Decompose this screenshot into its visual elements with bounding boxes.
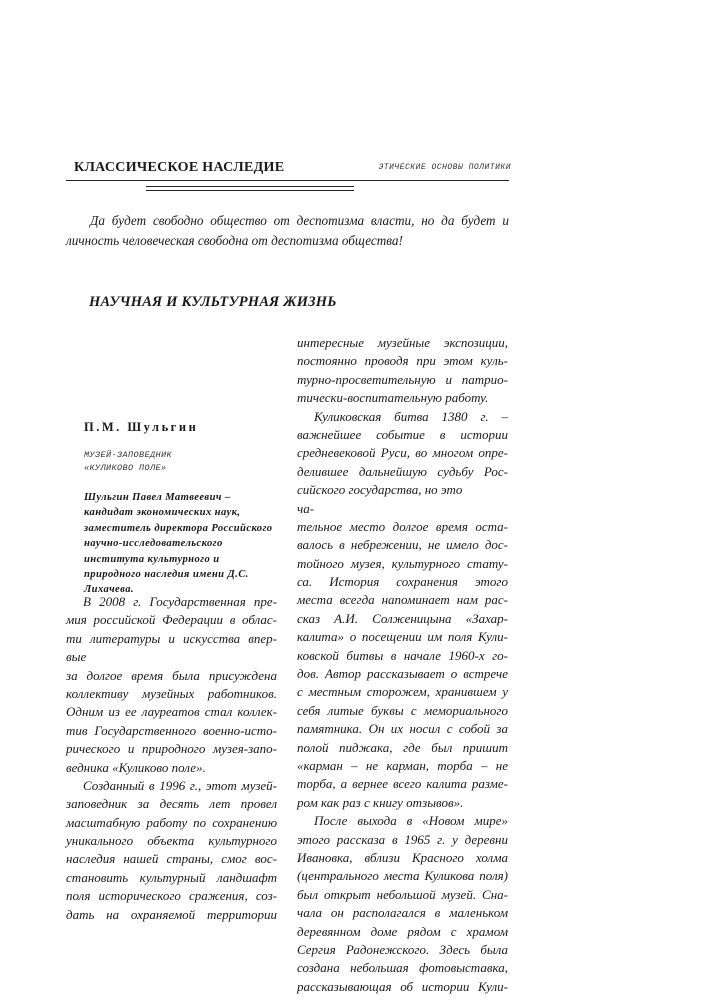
text-line: ковской битвы в начале 1960-х го- [297, 647, 508, 663]
text-line: ведника «Куликово поле». [66, 759, 206, 775]
text-line: уникального объекта культурного [66, 833, 277, 849]
text-line: сказ А.И. Солженицына «Захар- [297, 610, 508, 626]
header-rule [66, 180, 509, 181]
text-line: чала он располагался в маленьком [297, 905, 508, 921]
text-line: мия российской Федерации в облас- [66, 612, 277, 628]
text-line: «карман – не карман, торба – не [297, 757, 508, 773]
text-line: тически-воспитательную работу. [297, 390, 489, 406]
text-line: ча- [297, 500, 315, 516]
text-line: рассказывающая об истории Кули- [297, 978, 508, 994]
affiliation-line: «КУЛИКОВО ПОЛЕ» [84, 463, 167, 473]
section-title: НАУЧНАЯ И КУЛЬТУРНАЯ ЖИЗНЬ [89, 294, 337, 310]
text-line: рического и природного музея-запо- [66, 741, 277, 757]
text-line: валось в небрежении, не имело дос- [297, 537, 508, 553]
double-rule-top [146, 186, 354, 187]
text-line: дов. Автор рассказывает о встрече [297, 666, 508, 682]
text-line: масштабную работу по сохранению [66, 814, 277, 830]
text-line: постоянно проводя при этом куль- [297, 353, 508, 369]
text-line: сийского государства, но это [297, 482, 463, 498]
affiliation-line: МУЗЕЙ-ЗАПОВЕДНИК [84, 450, 173, 460]
text-line: дать на охраняемой территории [66, 906, 277, 922]
text-line: этого рассказа в 1965 г. у деревни [297, 831, 508, 847]
text-line: с местным сторожем, хранившем у [297, 684, 508, 700]
text-line: делившее дальнейшую судьбу Рос- [297, 463, 508, 479]
text-line: Одним из ее лауреатов стал коллек- [66, 704, 277, 720]
author-name: П.М. Шульгин [84, 420, 199, 434]
text-line: (центрального места Куликова поля) [297, 868, 508, 884]
text-line: ром как раз с книгу отзывов». [297, 794, 464, 810]
text-line: создана небольшая фотовыставка, [297, 960, 508, 976]
text-line: В 2008 г. Государственная пре- [83, 594, 277, 609]
text-line: вые [66, 649, 87, 665]
text-line: становить культурный ландшафт [66, 869, 277, 885]
text-line: коллективу музейных работников. [66, 685, 277, 701]
double-rule-bottom [146, 190, 354, 191]
text-column-right [297, 334, 508, 996]
text-column-left [66, 593, 277, 924]
text-line: деревянном доме рядом с храмом [297, 923, 508, 939]
section-header: КЛАССИЧЕСКОЕ НАСЛЕДИЕ [74, 160, 285, 175]
text-line: памятника. Он их носил с собой за [297, 721, 508, 737]
text-line: турно-просветительную и патрио- [297, 371, 508, 387]
text-line: средневековой Руси, во многом опре- [297, 445, 508, 461]
text-line: заповедник за десять лет провел [66, 796, 277, 812]
text-line: тив Государственного военно-исто- [66, 722, 277, 738]
text-line: себя литые буквы с мемориального [297, 702, 508, 718]
text-line: интересные музейные экспозиции, [297, 335, 508, 350]
text-line: тельное место долгое время оста- [297, 518, 508, 534]
text-line: был открыт небольшой музей. Сна- [297, 886, 508, 902]
author-affiliation [84, 449, 172, 475]
text-line: Сергия Радонежского. Здесь была [297, 941, 508, 957]
text-line: наследия нашей страны, смог вос- [66, 851, 277, 867]
text-line: После выхода в «Новом мире» [314, 813, 508, 829]
text-line: торба, а вернее всего калита разме- [297, 776, 508, 792]
text-line: важнейшее событие в истории [297, 426, 508, 442]
epigraph: Да будет свободно общество от деспотизма власти, но да будет и личность человеческая свободна от деспотизма общества! [66, 213, 509, 248]
text-line: са. История сохранения этого [297, 574, 508, 590]
text-line: Куликовская битва 1380 г. – [314, 408, 508, 424]
author-bio: Шульгин Павел Матвеевич – кандидат экономических наук, заместитель директора Российского научно-исследовательского института культурного и природного наследия имени Д.С. Лихачева. [84, 492, 273, 596]
text-line: калита» о посещении им поля Кули- [297, 629, 508, 645]
running-title: ЭТИЧЕСКИЕ ОСНОВЫ ПОЛИТИКИ [378, 163, 511, 172]
text-line: тойного музея, культурного стату- [297, 555, 508, 571]
text-line: Ивановка, вблизи Красного холма [297, 849, 508, 865]
text-line: за долгое время была присуждена [66, 667, 277, 683]
text-line: Созданный в 1996 г., этот музей- [83, 777, 277, 793]
text-line: полой пиджака, где был пришит [297, 739, 508, 755]
text-line: места всегда напоминает нам рас- [297, 592, 508, 608]
text-line: поля исторического сражения, соз- [66, 888, 277, 904]
text-line: ти литературы и искусства впер- [66, 630, 277, 646]
